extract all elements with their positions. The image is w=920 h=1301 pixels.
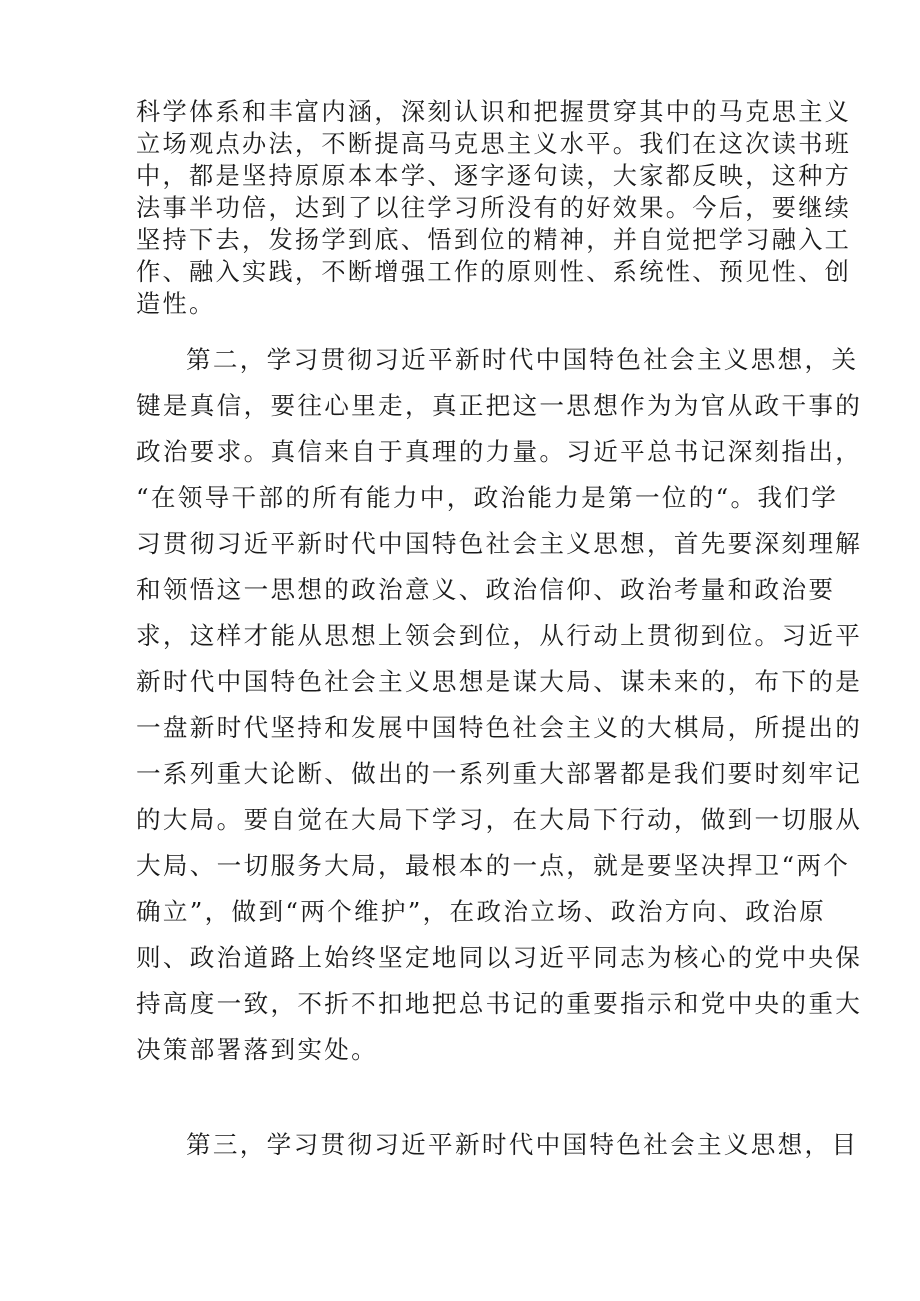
text-line: 决策部署落到实处。 xyxy=(136,1035,379,1064)
text-line: 造性。 xyxy=(136,290,216,318)
text-line: 求，这样才能从思想上领会到位，从行动上贯彻到位。习近平 xyxy=(136,621,863,650)
text-line: 第三，学习贯彻习近平新时代中国特色社会主义思想，目 xyxy=(186,1130,859,1159)
text-line: 持高度一致，不折不扣地把总书记的重要指示和党中央的重大 xyxy=(136,989,863,1018)
text-line: 习贯彻习近平新时代中国特色社会主义思想，首先要深刻理解 xyxy=(136,529,863,558)
text-line: “在领导干部的所有能力中，政治能力是第一位的“。我们学 xyxy=(136,483,839,512)
text-line: 第二，学习贯彻习近平新时代中国特色社会主义思想，关 xyxy=(186,345,859,374)
text-line: 的大局。要自觉在大局下学习，在大局下行动，做到一切服从 xyxy=(136,805,863,834)
text-line: 确立”，做到“两个维护”，在政治立场、政治方向、政治原 xyxy=(136,897,827,926)
text-line: 一系列重大论断、做出的一系列重大部署都是我们要时刻牢记 xyxy=(136,759,863,788)
text-line: 坚持下去，发扬学到底、悟到位的精神，并自觉把学习融入工 xyxy=(136,226,852,254)
text-line: 一盘新时代坚持和发展中国特色社会主义的大棋局，所提出的 xyxy=(136,713,863,742)
text-line: 法事半功倍，达到了以往学习所没有的好效果。今后，要继续 xyxy=(136,194,852,222)
text-line: 键是真信，要往心里走，真正把这一思想作为为官从政干事的 xyxy=(136,391,863,420)
text-line: 作、融入实践，不断增强工作的原则性、系统性、预见性、创 xyxy=(136,258,852,286)
text-line: 新时代中国特色社会主义思想是谋大局、谋未来的，布下的是 xyxy=(136,667,863,696)
text-line: 立场观点办法，不断提高马克思主义水平。我们在这次读书班 xyxy=(136,130,852,158)
text-line: 科学体系和丰富内涵，深刻认识和把握贯穿其中的马克思主义 xyxy=(136,98,852,126)
text-line: 中，都是坚持原原本本学、逐字逐句读，大家都反映，这种方 xyxy=(136,162,852,190)
text-line: 政治要求。真信来自于真理的力量。习近平总书记深刻指出， xyxy=(136,437,863,466)
text-line: 和领悟这一思想的政治意义、政治信仰、政治考量和政治要 xyxy=(136,575,836,604)
text-line: 则、政治道路上始终坚定地同以习近平同志为核心的党中央保 xyxy=(136,943,863,972)
text-line: 大局、一切服务大局，最根本的一点，就是要坚决捍卫“两个 xyxy=(136,851,851,880)
